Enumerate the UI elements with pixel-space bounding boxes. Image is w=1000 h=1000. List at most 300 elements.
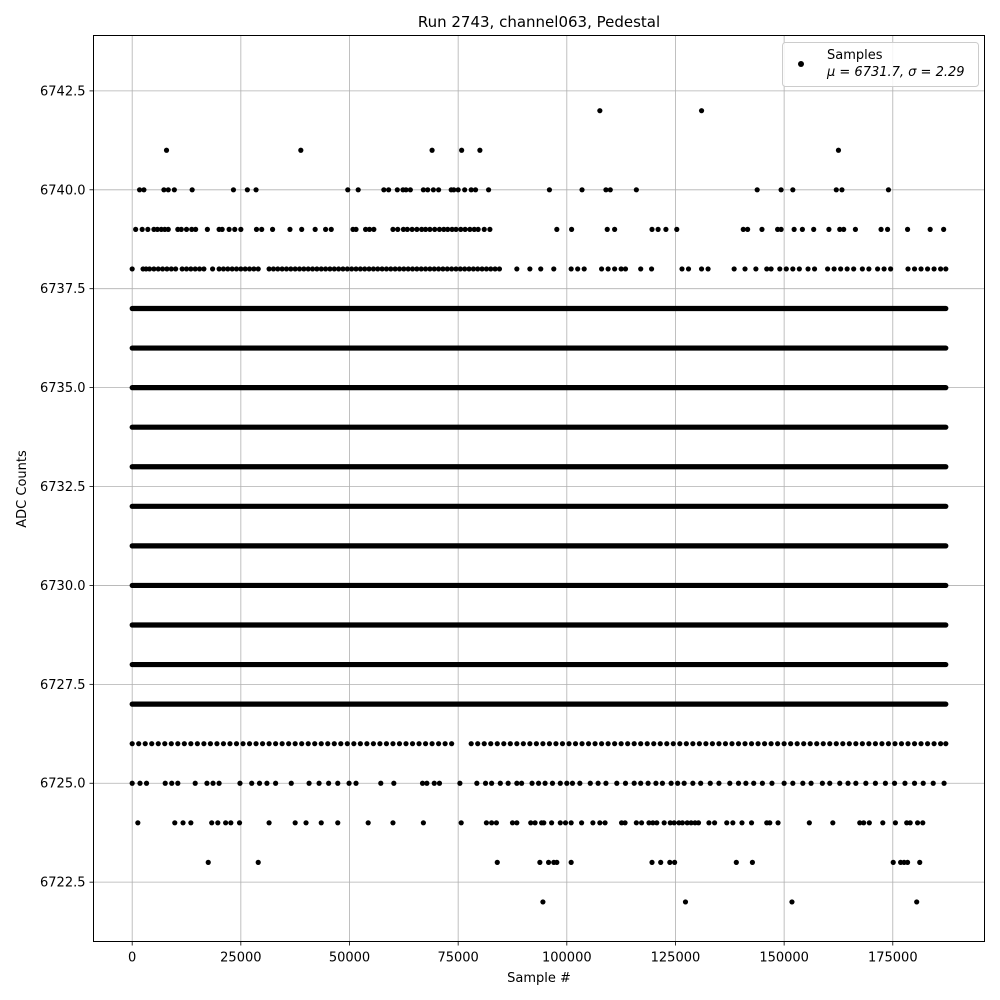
- data-point: [323, 227, 328, 232]
- data-point: [489, 820, 494, 825]
- data-point: [332, 741, 337, 746]
- data-point: [144, 781, 149, 786]
- data-point: [762, 741, 767, 746]
- data-point: [541, 820, 546, 825]
- data-point: [837, 781, 842, 786]
- data-point: [410, 741, 415, 746]
- data-point: [638, 741, 643, 746]
- data-point: [215, 820, 220, 825]
- data-point: [905, 227, 910, 232]
- legend-marker: [798, 61, 804, 67]
- data-point: [943, 266, 948, 271]
- data-point: [514, 781, 519, 786]
- data-point: [838, 266, 843, 271]
- data-point: [432, 227, 437, 232]
- data-point: [839, 187, 844, 192]
- x-tick-label: 150000: [759, 950, 809, 966]
- data-point: [878, 227, 883, 232]
- data-point: [514, 266, 519, 271]
- data-point: [639, 820, 644, 825]
- data-point: [256, 266, 261, 271]
- data-point: [690, 741, 695, 746]
- data-point: [253, 187, 258, 192]
- data-point: [237, 781, 242, 786]
- data-point: [549, 820, 554, 825]
- data-point: [672, 820, 677, 825]
- data-point: [164, 148, 169, 153]
- data-point: [280, 741, 285, 746]
- data-point: [547, 187, 552, 192]
- data-point: [228, 820, 233, 825]
- data-point: [501, 741, 506, 746]
- data-point: [749, 820, 754, 825]
- data-point: [293, 820, 298, 825]
- data-point: [902, 781, 907, 786]
- data-point: [298, 148, 303, 153]
- data-point: [436, 741, 441, 746]
- data-point: [201, 266, 206, 271]
- data-point: [204, 781, 209, 786]
- data-point: [179, 227, 184, 232]
- data-point: [329, 227, 334, 232]
- data-point: [782, 741, 787, 746]
- data-point: [306, 781, 311, 786]
- data-point: [408, 187, 413, 192]
- data-point: [403, 741, 408, 746]
- data-point: [377, 741, 382, 746]
- y-tick-label: 6730.0: [40, 578, 86, 594]
- data-point: [727, 781, 732, 786]
- data-point: [608, 187, 613, 192]
- data-point: [638, 266, 643, 271]
- data-point: [698, 781, 703, 786]
- data-point: [808, 741, 813, 746]
- data-point: [206, 860, 211, 865]
- data-point: [182, 741, 187, 746]
- data-point: [205, 227, 210, 232]
- data-point: [551, 266, 556, 271]
- data-point: [669, 781, 674, 786]
- data-point: [338, 741, 343, 746]
- data-point: [141, 187, 146, 192]
- data-point: [716, 741, 721, 746]
- data-point: [356, 187, 361, 192]
- data-point: [866, 741, 871, 746]
- data-point: [925, 266, 930, 271]
- data-point: [928, 227, 933, 232]
- data-point: [920, 820, 925, 825]
- data-point: [602, 820, 607, 825]
- data-point: [538, 266, 543, 271]
- data-point: [905, 860, 910, 865]
- data-point: [188, 820, 193, 825]
- data-point: [537, 860, 542, 865]
- data-point: [130, 741, 135, 746]
- data-point: [632, 781, 637, 786]
- data-point: [364, 741, 369, 746]
- data-point: [209, 820, 214, 825]
- data-point: [606, 266, 611, 271]
- data-point: [175, 781, 180, 786]
- data-point: [395, 187, 400, 192]
- data-point: [760, 781, 765, 786]
- data-point: [861, 820, 866, 825]
- data-point: [778, 227, 783, 232]
- data-point: [632, 741, 637, 746]
- data-point: [588, 781, 593, 786]
- data-point: [851, 266, 856, 271]
- data-point: [905, 266, 910, 271]
- data-point: [905, 741, 910, 746]
- data-point: [238, 227, 243, 232]
- data-point: [208, 741, 213, 746]
- data-point: [247, 741, 252, 746]
- data-point: [645, 741, 650, 746]
- data-point: [597, 820, 602, 825]
- data-point: [270, 227, 275, 232]
- data-point: [941, 781, 946, 786]
- y-tick-label: 6727.5: [40, 677, 86, 693]
- data-point: [474, 781, 479, 786]
- data-point: [553, 741, 558, 746]
- data-point: [914, 899, 919, 904]
- data-point: [663, 227, 668, 232]
- data-point: [867, 820, 872, 825]
- data-point: [918, 741, 923, 746]
- data-point: [697, 741, 702, 746]
- data-point: [391, 781, 396, 786]
- data-point: [586, 741, 591, 746]
- data-point: [462, 187, 467, 192]
- data-point: [682, 781, 687, 786]
- data-point: [316, 781, 321, 786]
- data-point: [917, 860, 922, 865]
- data-point: [759, 227, 764, 232]
- data-point: [699, 266, 704, 271]
- data-point: [655, 227, 660, 232]
- data-point: [423, 741, 428, 746]
- data-point: [705, 266, 710, 271]
- data-point: [662, 820, 667, 825]
- data-point: [723, 741, 728, 746]
- data-point: [653, 781, 658, 786]
- data-point: [425, 187, 430, 192]
- data-point: [495, 860, 500, 865]
- data-point: [743, 781, 748, 786]
- data-point: [214, 741, 219, 746]
- data-point: [432, 781, 437, 786]
- data-point: [730, 820, 735, 825]
- data-point: [306, 741, 311, 746]
- data-point: [649, 266, 654, 271]
- data-point: [313, 227, 318, 232]
- data-point: [563, 820, 568, 825]
- data-point: [569, 266, 574, 271]
- data-point: [253, 741, 258, 746]
- data-point: [319, 741, 324, 746]
- data-point: [273, 781, 278, 786]
- data-point: [175, 741, 180, 746]
- data-point: [163, 781, 168, 786]
- data-point: [249, 781, 254, 786]
- data-point: [227, 227, 232, 232]
- data-point: [792, 227, 797, 232]
- data-point: [596, 781, 601, 786]
- data-point: [716, 781, 721, 786]
- data-point: [130, 781, 135, 786]
- data-point: [931, 781, 936, 786]
- y-tick-label: 6732.5: [40, 480, 86, 496]
- y-tick-label: 6740.0: [40, 183, 86, 199]
- data-point: [436, 187, 441, 192]
- data-point: [193, 781, 198, 786]
- data-point: [169, 781, 174, 786]
- data-point: [424, 781, 429, 786]
- data-point: [679, 266, 684, 271]
- data-point: [649, 227, 654, 232]
- data-point: [883, 781, 888, 786]
- data-point: [429, 741, 434, 746]
- data-point: [674, 227, 679, 232]
- data-point: [457, 781, 462, 786]
- data-point: [706, 820, 711, 825]
- data-point: [293, 741, 298, 746]
- data-point: [866, 266, 871, 271]
- data-point: [797, 266, 802, 271]
- data-point: [482, 227, 487, 232]
- data-point: [938, 741, 943, 746]
- data-point: [886, 187, 891, 192]
- data-point: [683, 899, 688, 904]
- x-tick-label: 0: [128, 950, 137, 966]
- data-point: [769, 781, 774, 786]
- data-point: [634, 820, 639, 825]
- data-point: [210, 781, 215, 786]
- data-point: [195, 741, 200, 746]
- data-point: [345, 187, 350, 192]
- data-point: [736, 741, 741, 746]
- data-point: [473, 187, 478, 192]
- data-point: [540, 899, 545, 904]
- data-point: [172, 187, 177, 192]
- data-point: [623, 781, 628, 786]
- data-point: [592, 741, 597, 746]
- data-point: [749, 741, 754, 746]
- data-point: [606, 741, 611, 746]
- y-tick-label: 6737.5: [40, 282, 86, 298]
- data-point: [885, 227, 890, 232]
- data-point: [834, 741, 839, 746]
- data-point: [495, 741, 500, 746]
- data-point: [486, 187, 491, 192]
- data-point: [575, 266, 580, 271]
- data-point: [827, 741, 832, 746]
- data-point: [459, 820, 464, 825]
- data-point: [938, 266, 943, 271]
- data-point: [289, 781, 294, 786]
- data-point: [768, 741, 773, 746]
- data-point: [358, 741, 363, 746]
- data-point: [397, 741, 402, 746]
- data-point: [482, 741, 487, 746]
- data-point: [807, 820, 812, 825]
- data-point: [577, 781, 582, 786]
- data-point: [299, 741, 304, 746]
- data-point: [303, 820, 308, 825]
- data-point: [645, 781, 650, 786]
- data-point: [414, 227, 419, 232]
- data-point: [649, 860, 654, 865]
- data-point: [820, 781, 825, 786]
- y-tick-label: 6722.5: [40, 875, 86, 891]
- data-point: [696, 820, 701, 825]
- data-point: [564, 781, 569, 786]
- data-point: [826, 227, 831, 232]
- data-point: [795, 741, 800, 746]
- data-point: [475, 741, 480, 746]
- data-point: [569, 820, 574, 825]
- data-point: [366, 820, 371, 825]
- data-point: [788, 741, 793, 746]
- data-point: [166, 227, 171, 232]
- data-point: [566, 741, 571, 746]
- data-point: [664, 741, 669, 746]
- data-point: [469, 741, 474, 746]
- data-point: [579, 741, 584, 746]
- chart-title: Run 2743, channel063, Pedestal: [417, 13, 661, 31]
- data-point: [742, 741, 747, 746]
- data-point: [449, 741, 454, 746]
- data-point: [353, 227, 358, 232]
- data-point: [892, 741, 897, 746]
- data-point: [287, 227, 292, 232]
- data-point: [915, 820, 920, 825]
- data-point: [654, 820, 659, 825]
- data-point: [312, 741, 317, 746]
- data-point: [326, 781, 331, 786]
- data-point: [888, 266, 893, 271]
- data-point: [875, 266, 880, 271]
- data-point: [703, 741, 708, 746]
- legend-entry-stats: μ = 6731.7, σ = 2.29: [827, 65, 965, 80]
- data-point: [672, 860, 677, 865]
- data-point: [941, 227, 946, 232]
- data-point: [612, 266, 617, 271]
- data-point: [386, 187, 391, 192]
- data-point: [658, 741, 663, 746]
- data-point: [476, 227, 481, 232]
- data-point: [775, 741, 780, 746]
- data-point: [767, 820, 772, 825]
- data-point: [143, 741, 148, 746]
- data-point: [180, 820, 185, 825]
- data-point: [193, 227, 198, 232]
- data-point: [750, 860, 755, 865]
- data-point: [671, 741, 676, 746]
- data-point: [232, 227, 237, 232]
- data-point: [729, 741, 734, 746]
- data-point: [497, 266, 502, 271]
- y-tick-label: 6742.5: [40, 84, 86, 100]
- data-point: [527, 741, 532, 746]
- data-point: [487, 227, 492, 232]
- data-point: [378, 781, 383, 786]
- data-point: [427, 227, 432, 232]
- data-point: [841, 227, 846, 232]
- data-point: [921, 781, 926, 786]
- data-point: [845, 781, 850, 786]
- data-point: [220, 227, 225, 232]
- data-point: [133, 227, 138, 232]
- data-point: [260, 741, 265, 746]
- data-point: [582, 266, 587, 271]
- data-point: [456, 187, 461, 192]
- data-point: [405, 227, 410, 232]
- data-point: [256, 860, 261, 865]
- data-point: [768, 266, 773, 271]
- data-point: [880, 820, 885, 825]
- data-point: [506, 781, 511, 786]
- data-point: [755, 187, 760, 192]
- data-point: [390, 820, 395, 825]
- data-point: [223, 820, 228, 825]
- data-point: [437, 781, 442, 786]
- data-point: [699, 108, 704, 113]
- data-point: [190, 187, 195, 192]
- data-point: [879, 741, 884, 746]
- data-point: [622, 820, 627, 825]
- data-point: [257, 781, 262, 786]
- data-point: [899, 741, 904, 746]
- data-point: [789, 899, 794, 904]
- data-point: [488, 741, 493, 746]
- data-point: [409, 227, 414, 232]
- data-point: [742, 266, 747, 271]
- data-point: [821, 741, 826, 746]
- data-point: [712, 820, 717, 825]
- data-point: [299, 227, 304, 232]
- data-point: [173, 266, 178, 271]
- data-point: [805, 266, 810, 271]
- data-point: [390, 741, 395, 746]
- data-point: [827, 781, 832, 786]
- data-point: [569, 860, 574, 865]
- data-point: [751, 781, 756, 786]
- data-point: [832, 266, 837, 271]
- data-point: [605, 227, 610, 232]
- data-point: [169, 741, 174, 746]
- data-point: [925, 741, 930, 746]
- data-point: [266, 741, 271, 746]
- data-point: [489, 781, 494, 786]
- data-point: [811, 227, 816, 232]
- data-point: [381, 187, 386, 192]
- data-point: [384, 741, 389, 746]
- legend-entry-samples: Samples: [827, 48, 883, 63]
- data-point: [658, 860, 663, 865]
- data-point: [240, 741, 245, 746]
- data-point: [893, 820, 898, 825]
- data-point: [684, 741, 689, 746]
- data-point: [677, 741, 682, 746]
- data-point: [790, 781, 795, 786]
- data-point: [918, 266, 923, 271]
- data-point: [800, 781, 805, 786]
- data-point: [853, 227, 858, 232]
- data-point: [234, 741, 239, 746]
- data-point: [614, 781, 619, 786]
- data-point: [912, 781, 917, 786]
